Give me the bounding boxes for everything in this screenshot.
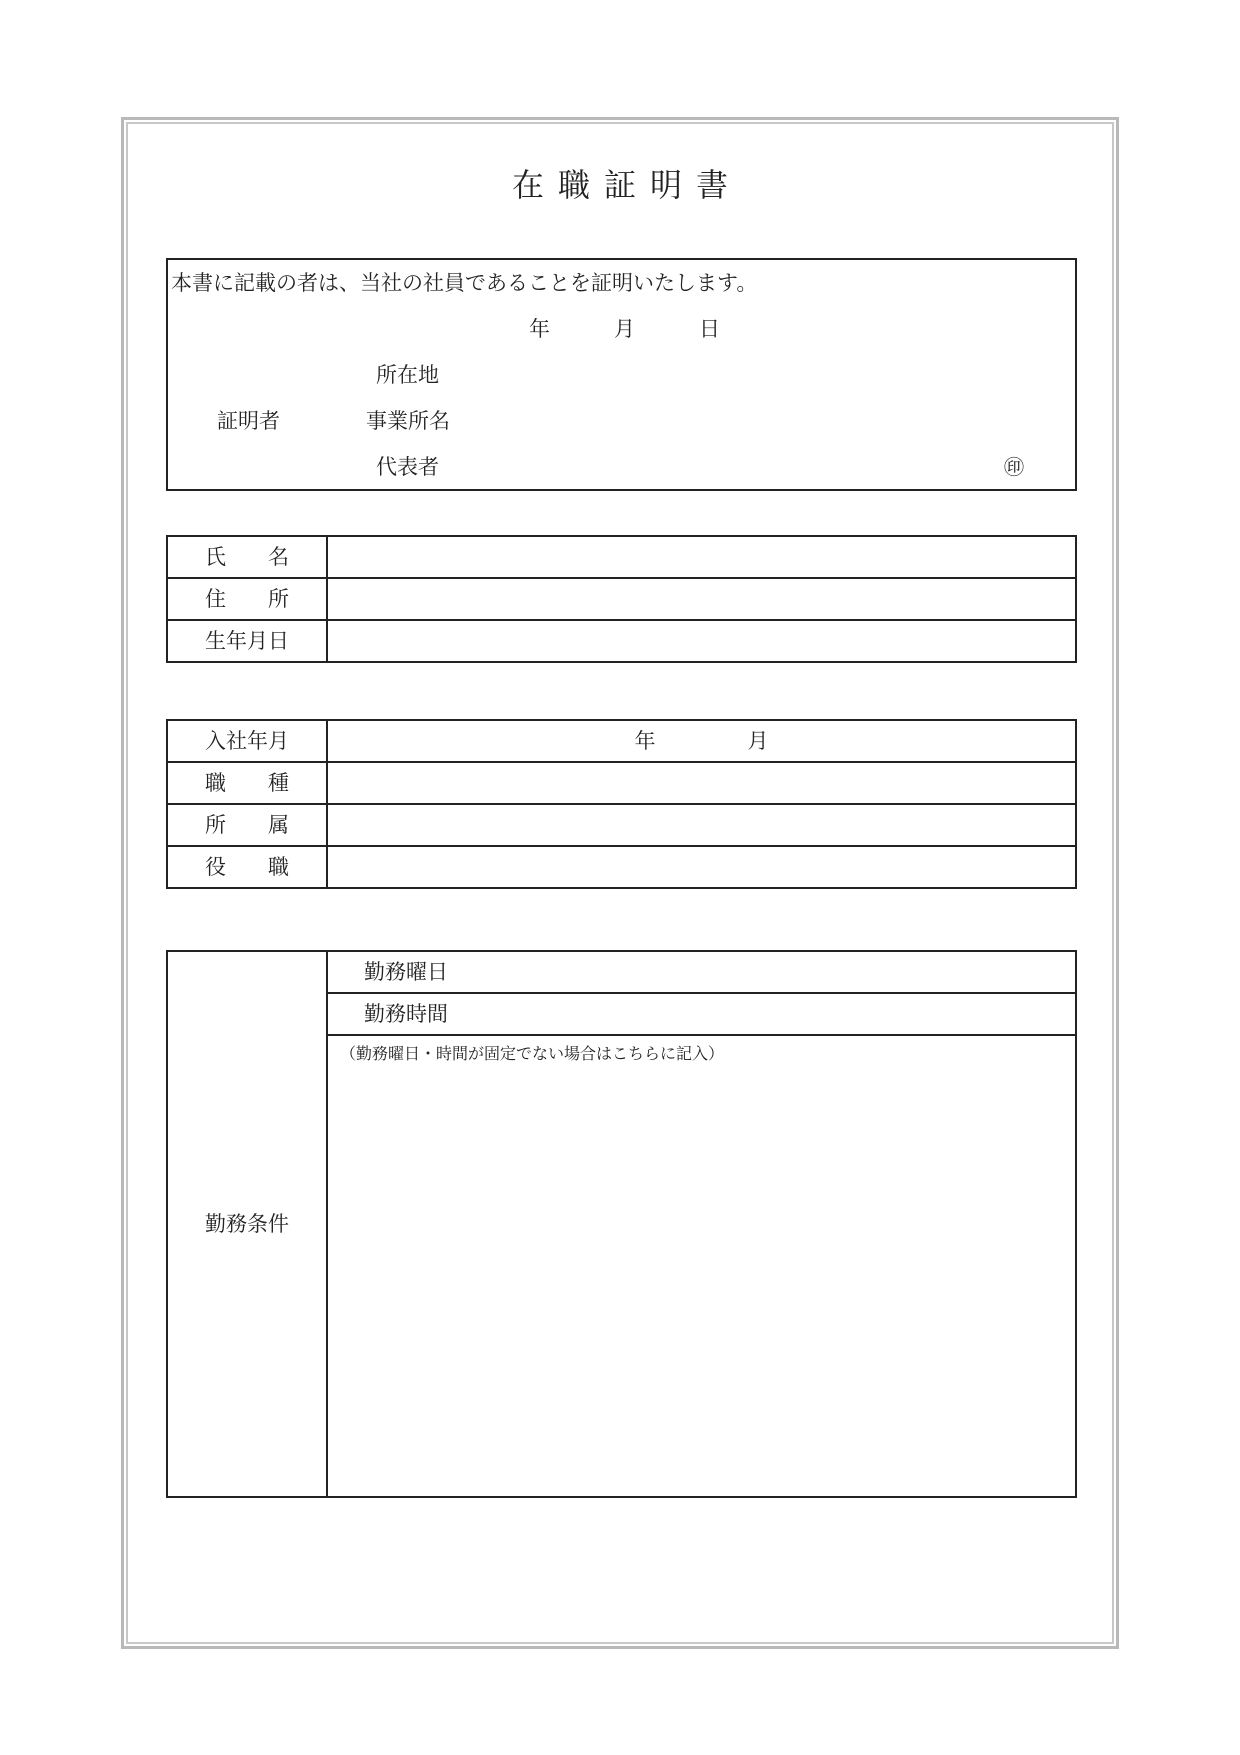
work-days-field[interactable] (327, 951, 1076, 993)
join-date-label: 入社年月 (167, 720, 327, 762)
date-month-label: 月 (614, 317, 635, 341)
department-field[interactable] (327, 804, 1076, 846)
date-year-label: 年 (529, 317, 550, 341)
document-title: 在職証明書 (511, 166, 742, 204)
join-date-field[interactable] (327, 720, 1076, 762)
work-hours-field[interactable] (327, 993, 1076, 1035)
table-row (167, 536, 1076, 578)
certification-box (166, 258, 1077, 491)
personal-info-table (166, 535, 1077, 663)
location-label: 所在地 (376, 363, 439, 387)
table-row (167, 951, 1076, 993)
department-label: 所 属 (167, 804, 327, 846)
table-row (167, 846, 1076, 888)
irregular-schedule-note: （勤務曜日・時間が固定でない場合はこちらに記入） (340, 1044, 725, 1063)
join-month-label: 月 (747, 729, 769, 753)
table-row (167, 804, 1076, 846)
birthdate-label: 生年月日 (167, 620, 327, 662)
birthdate-field[interactable] (327, 620, 1076, 662)
occupation-field[interactable] (327, 762, 1076, 804)
table-row (167, 720, 1076, 762)
address-label: 住 所 (167, 578, 327, 620)
address-field[interactable] (327, 578, 1076, 620)
certifier-label: 証明者 (217, 409, 280, 433)
join-year-label: 年 (634, 729, 656, 753)
table-row (167, 762, 1076, 804)
name-label: 氏 名 (167, 536, 327, 578)
join-year-month (635, 726, 769, 756)
name-field[interactable] (327, 536, 1076, 578)
table-row (167, 620, 1076, 662)
seal-icon: ㊞ (1004, 455, 1024, 479)
certification-statement: 本書に記載の者は、当社の社員であることを証明いたします。 (171, 271, 758, 295)
date-day-label: 日 (699, 317, 720, 341)
position-field[interactable] (327, 846, 1076, 888)
job-info-table (166, 719, 1077, 889)
work-conditions-table (166, 950, 1077, 1498)
table-row (167, 578, 1076, 620)
work-days-label: 勤務曜日 (364, 960, 448, 984)
work-hours-label: 勤務時間 (364, 1002, 448, 1026)
occupation-label: 職 種 (167, 762, 327, 804)
company-name-label: 事業所名 (366, 409, 450, 433)
work-conditions-label: 勤務条件 (167, 951, 327, 1497)
irregular-schedule-field[interactable] (327, 1035, 1076, 1497)
representative-label: 代表者 (376, 455, 439, 479)
position-label: 役 職 (167, 846, 327, 888)
